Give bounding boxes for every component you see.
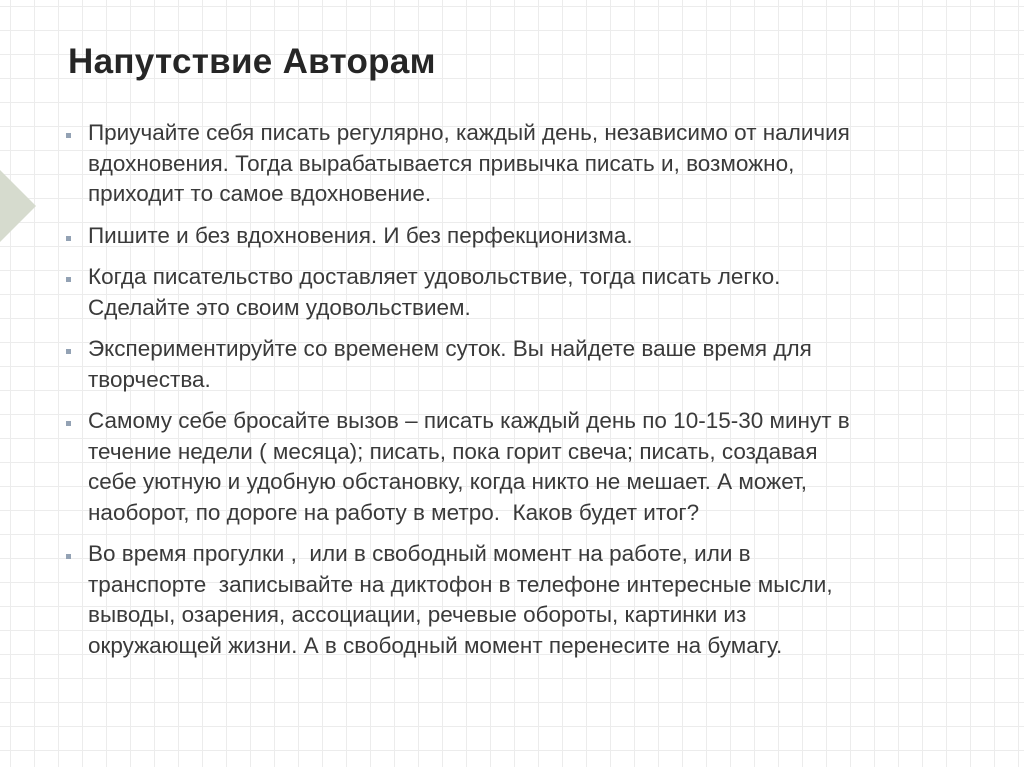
square-bullet-icon — [66, 133, 71, 138]
square-bullet-icon — [66, 349, 71, 354]
square-bullet-icon — [66, 236, 71, 241]
square-bullet-icon — [66, 277, 71, 282]
slide-title: Напутствие Авторам — [68, 42, 436, 81]
bullet-text: Во время прогулки , или в свободный момент на работе, или в транспорте записывайте на диктофон в телефоне интересные мысли, выводы, озарения, ассоциации, речевые обороты, картинки из окружающей жизни. А в свободный момент перенесите на бумагу. — [88, 541, 833, 658]
bullet-item-3 — [66, 262, 966, 323]
bullet-text: Приучайте себя писать регулярно, каждый день, независимо от наличия вдохновения. Тогда вырабатывается привычка писать и, возможно, приходит то самое вдохновение. — [88, 120, 850, 206]
slide-edge-triangle — [0, 170, 36, 242]
bullet-item-4 — [66, 334, 966, 395]
bullet-text: Самому себе бросайте вызов – писать каждый день по 10-15-30 минут в течение недели ( месяца); писать, пока горит свеча; писать, создавая себе уютную и удобную обстановку, когда никто не мешает. А может, наоборот, по дороге на работу в метро. Каков будет итог? — [88, 408, 850, 525]
bullet-text: Пишите и без вдохновения. И без перфекционизма. — [88, 222, 633, 248]
square-bullet-icon — [66, 554, 71, 559]
bullet-item-1 — [66, 118, 966, 210]
bullet-text: Когда писательство доставляет удовольствие, тогда писать легко. Сделайте это своим удовольствием. — [88, 264, 781, 320]
bullet-item-2 — [66, 221, 966, 252]
bullet-item-6 — [66, 539, 966, 661]
bullet-text: Экспериментируйте со временем суток. Вы найдете ваше время для творчества. — [88, 336, 812, 392]
bullet-list — [66, 118, 966, 672]
square-bullet-icon — [66, 421, 71, 426]
bullet-item-5 — [66, 406, 966, 528]
